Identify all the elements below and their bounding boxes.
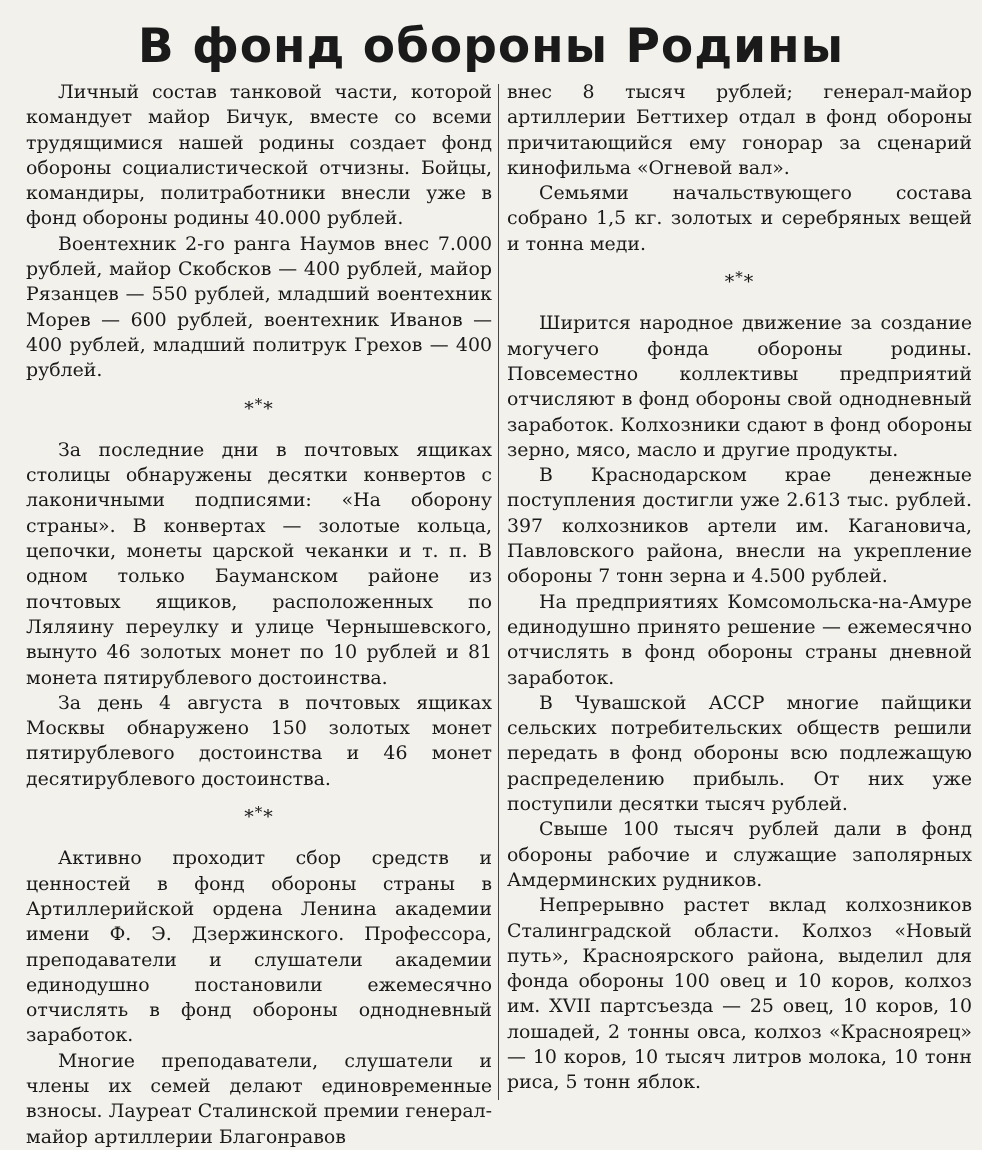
- article-paragraph: За день 4 августа в почтовых ящиках Москвы обнаружено 150 золотых монет пятирублевого достоинства и 46 монет десятирублевого достоинства.: [26, 691, 492, 790]
- article-paragraph: Воентехник 2-го ранга Наумов внес 7.000 рублей, майор Скобсков — 400 рублей, майор Рязанцев — 550 рублей, младший воентехник Морев — 600 рублей, воентехник Иванов — 400 рублей, младший политрук Грехов — 400 рублей.: [26, 232, 492, 382]
- article-paragraph: За последние дни в почтовых ящиках столицы обнаружены десятки конвертов с лаконичными подписями: «На оборону страны». В конвертах — золотые кольца, цепочки, монеты царской чеканки и т. п. В одном только Бауманском районе из почтовых ящиков, расположенных по Ляляину переулку и улице Чернышевского, вынуто 46 золотых монет по 10 рублей и 81 монета пятирублевого достоинства.: [26, 438, 492, 689]
- section-separator: ***: [244, 803, 274, 829]
- right-column: [507, 80, 972, 1096]
- article-paragraph: Ширится народное движение за создание могучего фонда обороны родины. Повсеместно коллективы предприятий отчисляют в фонд обороны свой однодневный заработок. Колхозники сдают в фонд обороны зерно, мясо, масло и другие продукты.: [507, 312, 972, 461]
- section-separator: ***: [724, 268, 755, 294]
- article-paragraph: В Чувашской АССР многие пайщики сельских потребительских обществ решили передать в фонд обороны всю подлежащую распределению прибыль. От них уже поступили десятки тысяч рублей.: [507, 691, 972, 816]
- article-paragraph: Свыше 100 тысяч рублей дали в фонд обороны рабочие и служащие заполярных Амдерминских рудников.: [507, 818, 972, 891]
- article-paragraph: Семьями начальствующего состава собрано 1,5 кг. золотых и серебряных вещей и тонна меди.: [507, 182, 972, 255]
- article-paragraph: Личный состав танковой части, которой командует майор Бичук, вместе со всеми трудящимися нашей родины создает фонд обороны социалистической отчизны. Бойцы, командиры, политработники внесли уже в фонд обороны родины 40.000 рублей.: [26, 81, 492, 230]
- article-paragraph: Активно проходит сбор средств и ценностей в фонд обороны страны в Артиллерийской ордена Ленина академии имени Ф. Э. Дзержинского. Профессора, преподаватели и слушатели академии единодушно постановили ежемесячно отчислять в фонд обороны однодневный заработок.: [26, 847, 492, 1047]
- page-title: В фонд обороны Родины: [137, 19, 845, 74]
- column-divider: [498, 84, 499, 1100]
- article-paragraph: В Краснодарском крае денежные поступления достигли уже 2.613 тыс. рублей. 397 колхозников артели им. Кагановича, Павловского района, внесли на укрепление обороны 7 тонн зерна и 4.500 рублей.: [507, 464, 972, 588]
- article-paragraph: На предприятиях Комсомольска-на-Амуре единодушно принято решение — ежемесячно отчислять в фонд обороны страны дневной заработок.: [507, 590, 972, 689]
- article-paragraph: Многие преподаватели, слушатели и члены их семей делают единовременные взносы. Лауреат Сталинской премии генерал-майор артиллерии Благонравов: [26, 1049, 492, 1148]
- left-column: [26, 80, 492, 1150]
- section-separator: ***: [244, 394, 274, 420]
- article-paragraph: внес 8 тысяч рублей; генерал-майор артиллерии Беттихер отдал в фонд обороны причитающийся ему гонорар за сценарий кинофильма «Огневой вал».: [507, 81, 972, 179]
- article-paragraph: Непрерывно растет вклад колхозников Сталинградской области. Колхоз «Новый путь», Красноярского района, выделил для фонда обороны 100 овец и 10 коров, колхоз им. XVII партсъезда — 25 овец, 10 коров, 10 лошадей, 2 тонны овса, колхоз «Красноярец» — 10 коров, 10 тысяч литров молока, 10 тонн риса, 5 тонн яблок.: [507, 894, 972, 1094]
